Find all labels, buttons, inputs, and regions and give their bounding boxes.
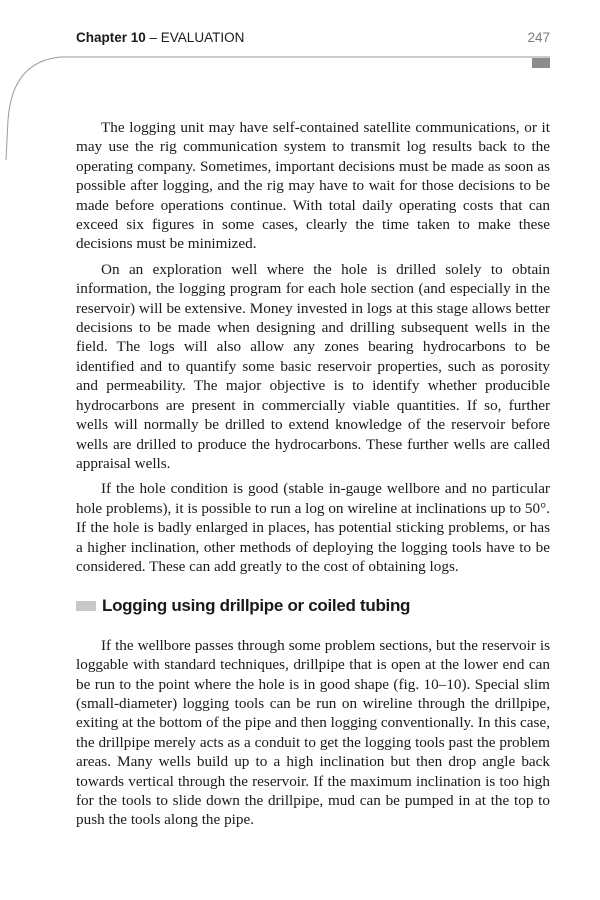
paragraph-2: On an exploration well where the hole is drilled solely to obtain information, the logging program for each hole section (and especially in the reservoir) will be extensive. Money invested in logs at this stage allows better decisions to be made when designing and drilling subsequent wells in the field. The logs will also allow any zones bearing hydrocarbons to be identified and to quantify some basic reservoir properties, such as porosity and permeability. The major objective is to identify whether producible hydrocarbons are present in commercially viable quantities. If so, further wells will normally be drilled to extend knowledge of the reservoir before wells are drilled to produce the hydrocarbons. These further wells are called appraisal wells. [76,260,550,472]
chapter-number: Chapter 10 [76,30,146,45]
chapter-title: EVALUATION [160,30,245,45]
body-text [76,118,550,836]
page-number: 247 [527,30,550,45]
heading-marker [76,601,96,611]
section-paragraph: If the wellbore passes through some problem sections, but the reservoir is loggable with standard techniques, drillpipe that is open at the lower end can be run to the point where the hole is in good shape (fig. 10–10). Special slim (small-diameter) logging tools can be run on wireline through the drillpipe, exiting at the bottom of the pipe and then logging conventionally. In this case, the drillpipe merely acts as a conduit to get the logging tools past the problem areas. Many wells build up to a high inclination but then drop angle back towards vertical through the reservoir. If the maximum inclination is too high for the tools to slide down the drillpipe, mud can be pumped in at the top to push the tools along the pipe. [76,636,550,829]
page-tab-marker [532,58,550,68]
chapter-separator: – [145,30,161,45]
paragraph-3: If the hole condition is good (stable in-gauge wellbore and no particular hole problems), it is possible to run a log on wireline at inclinations up to 50°. If the hole is badly enlarged in places, has potential sticking problems, or has a higher inclination, other methods of deploying the logging tools have to be considered. These can add greatly to the cost of obtaining logs. [76,480,550,575]
paragraph-1: The logging unit may have self-contained satellite communications, or it may use the rig communication system to transmit log results back to the operating company. Sometimes, important decisions must be made as soon as possible after logging, and the rig may have to wait for those decisions to be made before operations continue. With total daily operating costs that can exceed six figures in some cases, clearly the time taken to make these decisions must be minimized. [76,119,550,253]
section-heading-text: Logging using drillpipe or coiled tubing [102,596,411,616]
section-heading [76,596,550,615]
running-header [76,30,550,50]
chapter-label [76,30,244,45]
